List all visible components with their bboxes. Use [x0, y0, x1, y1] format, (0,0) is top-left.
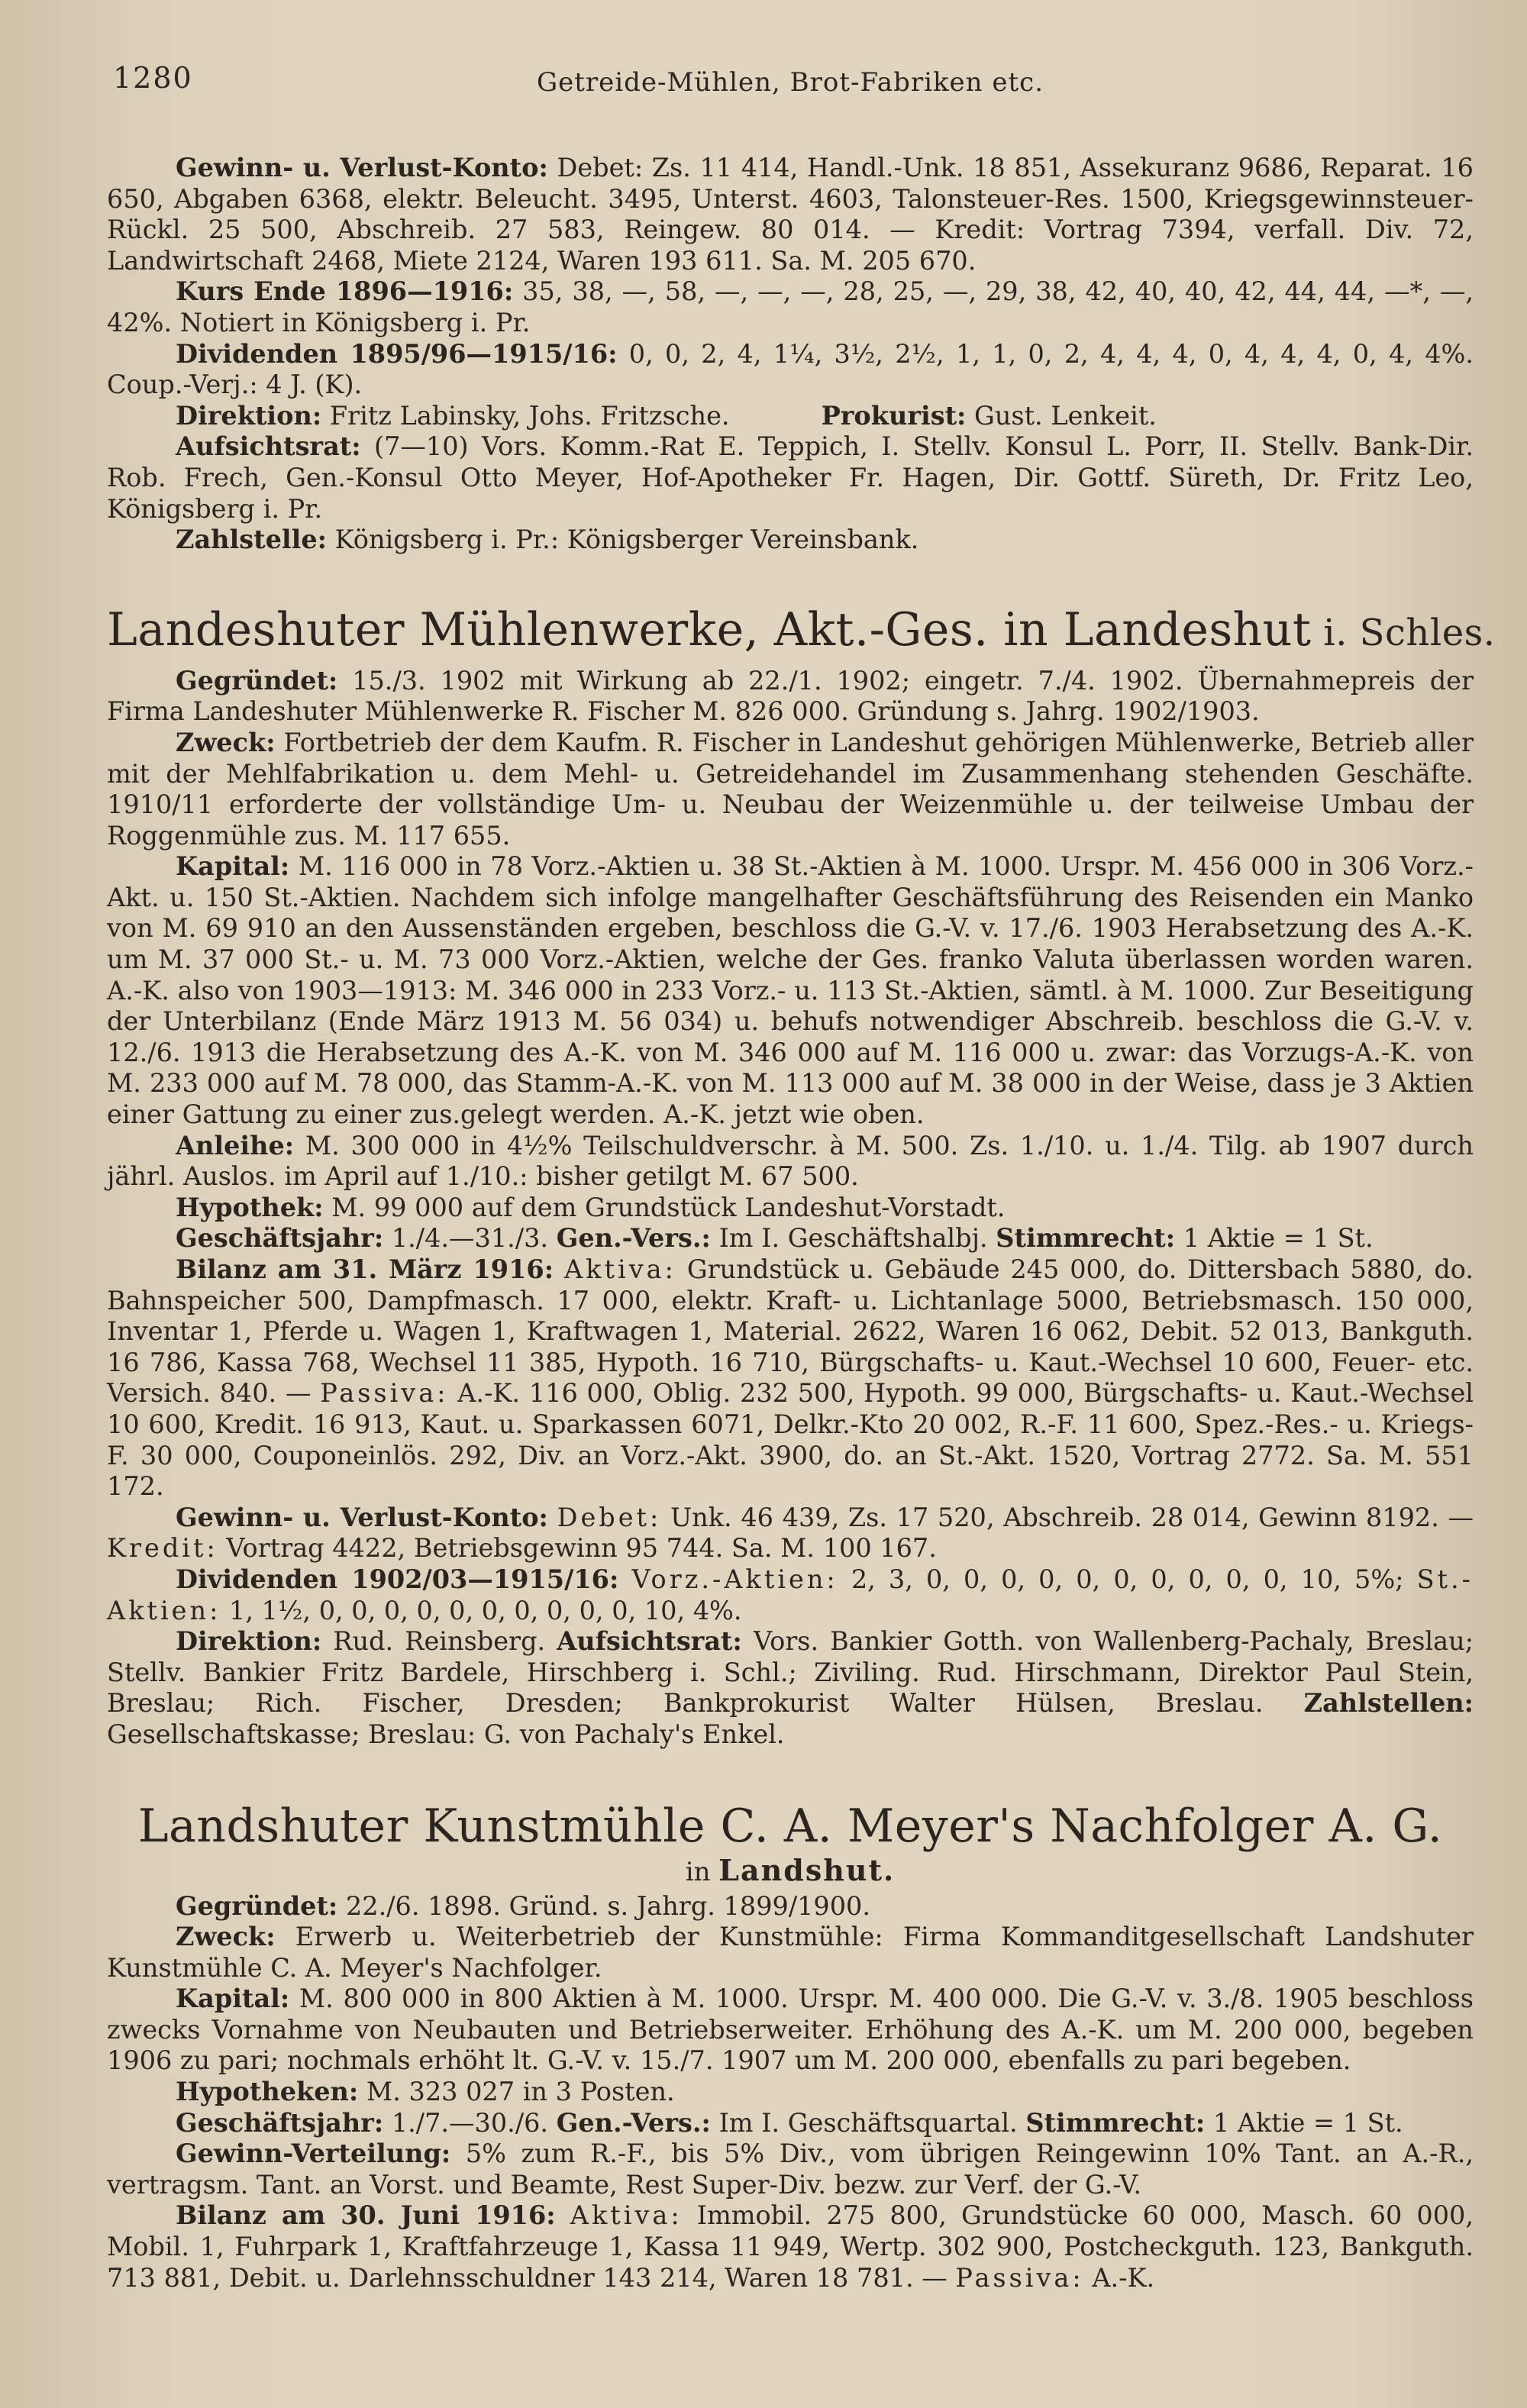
paying-agent-paragraph: Zahlstelle: Königsberg i. Pr.: Königsberger Vereinsbank.	[176, 525, 919, 555]
fiscal-year-paragraph: Geschäftsjahr: 1./4.—31./3. Gen.-Vers.: Im I. Geschäftshalbj. Stimmrecht: 1 Aktie = 1 St.	[176, 1223, 1374, 1254]
fiscal-year-paragraph: Geschäftsjahr: 1./7.—30./6. Gen.-Vers.: Im I. Geschäftsquartal. Stimmrecht: 1 Aktie = 1 St.	[176, 2107, 1403, 2138]
dividends-paragraph: Dividenden 1895/96—1915/16: 0, 0, 2, 4, 1¼, 3½, 2½, 1, 1, 0, 2, 4, 4, 4, 0, 4, 4, 4, 0, 4, 4%. Coup.-Verj.: 4 J. (K).	[107, 338, 1474, 400]
previous-company-continuation	[107, 153, 1474, 556]
bond-paragraph: Anleihe: M. 300 000 in 4½% Teilschuldverschr. à M. 500. Zs. 1./10. u. 1./4. Tilg. ab 1907 durch jährl. Auslos. im April auf 1./10.: bisher getilgt M. 67 500.	[107, 1130, 1474, 1192]
management-paragraph: Direktion: Rud. Reinsberg. Aufsichtsrat: Vors. Bankier Gotth. von Wallenberg-Pachaly, Breslau; Stellv. Bankier Fritz Bardele, Hirschberg i. Schl.; Ziviling. Rud. Hirschmann, Direktor Paul Stein, Breslau; Rich. Fischer, Dresden; Bankprokurist Walter Hülsen, Breslau. Zahlstellen: Gesellschaftskasse; Breslau: G. von Pachaly's Enkel.	[107, 1626, 1474, 1749]
supervisory-board-paragraph: Aufsichtsrat: (7—10) Vors. Komm.-Rat E. Teppich, I. Stellv. Konsul L. Porr, II. Stellv. Bank-Dir. Rob. Frech, Gen.-Konsul Otto Meyer, Hof-Apotheker Fr. Hagen, Dir. Gottf. Süreth, Dr. Fritz Leo, Königsberg i. Pr.	[107, 431, 1474, 524]
purpose-paragraph: Zweck: Erwerb u. Weiterbetrieb der Kunstmühle: Firma Kommanditgesellschaft Landshuter Kunstmühle C. A. Meyer's Nachfolger.	[107, 1922, 1474, 1983]
company-location: in Landshut.	[685, 1852, 896, 1887]
profit-loss-paragraph: Gewinn- u. Verlust-Konto: Debet: Zs. 11 414, Handl.-Unk. 18 851, Assekuranz 9686, Reparat. 16 650, Abgaben 6368, elektr. Beleucht. 3495, Unterst. 4603, Talonsteuer-Res. 1500, Kriegsgewinnsteuer-Rückl. 25 500, Abschreib. 27 583, Reingew. 80 014. — Kredit: Vortrag 7394, verfall. Div. 72, Landwirtschaft 2468, Miete 2124, Waren 193 611. Sa. M. 205 670.	[107, 153, 1474, 276]
company-heading: Landshuter Kunstmühle C. A. Meyer's Nachfolger A. G.	[137, 1799, 1443, 1853]
purpose-paragraph: Zweck: Fortbetrieb der dem Kaufm. R. Fischer in Landeshut gehörigen Mühlenwerke, Betrieb aller mit der Mehlfabrikation u. dem Mehl- u. Getreidehandel im Zusammenhang stehenden Geschäfte. 1910/11 erforderte der vollständige Um- u. Neubau der Weizenmühle u. der teilweise Umbau der Roggenmühle zus. M. 117 655.	[107, 727, 1474, 851]
company-heading: Landeshuter Mühlenwerke, Akt.-Ges. in Landeshut i. Schles.	[107, 602, 1496, 657]
profit-distribution-paragraph: Gewinn-Verteilung: 5% zum R.-F., bis 5% Div., vom übrigen Reingewinn 10% Tant. an A.-R., vertragsm. Tant. an Vorst. und Beamte, Rest Super-Div. bezw. zur Verf. der G.-V.	[107, 2138, 1474, 2200]
profit-loss-paragraph: Gewinn- u. Verlust-Konto: Debet: Unk. 46 439, Zs. 17 520, Abschreib. 28 014, Gewinn 8192. — Kredit: Vortrag 4422, Betriebsgewinn 95 744. Sa. M. 100 167.	[107, 1502, 1474, 1564]
running-header	[107, 61, 1474, 107]
balance-sheet-paragraph: Bilanz am 30. Juni 1916: Aktiva: Immobil. 275 800, Grundstücke 60 000, Masch. 60 000, Mobil. 1, Fuhrpark 1, Kraftfahrzeuge 1, Kassa 11 949, Wertp. 302 900, Postcheckguth. 123, Bankguth. 713 881, Debit. u. Darlehnsschuldner 143 214, Waren 18 781. — Passiva: A.-K.	[107, 2200, 1474, 2293]
page-number: 1280	[113, 61, 193, 95]
dividends-paragraph: Dividenden 1902/03—1915/16: Vorz.-Aktien: 2, 3, 0, 0, 0, 0, 0, 0, 0, 0, 0, 0, 10, 5%; St.-Aktien: 1, 1½, 0, 0, 0, 0, 0, 0, 0, 0, 0, 0, 10, 4%.	[107, 1564, 1474, 1625]
founded-paragraph: Gegründet: 22./6. 1898. Gründ. s. Jahrg. 1899/1900.	[176, 1890, 871, 1921]
capital-paragraph: Kapital: M. 116 000 in 78 Vorz.-Aktien u. 38 St.-Aktien à M. 1000. Urspr. M. 456 000 in 306 Vorz.-Akt. u. 150 St.-Aktien. Nachdem sich infolge mangelhafter Geschäftsführung des Reisenden ein Manko von M. 69 910 an den Aussenständen ergeben, beschloss die G.-V. v. 17./6. 1903 Herabsetzung des A.-K. um M. 37 000 St.- u. M. 73 000 Vorz.-Aktien, welche der Ges. franko Valuta überlassen worden waren. A.-K. also von 1903—1913: M. 346 000 in 233 Vorz.- u. 113 St.-Aktien, sämtl. à M. 1000. Zur Beseitigung der Unterbilanz (Ende März 1913 M. 56 034) u. behufs notwendiger Abschreib. beschloss die G.-V. v. 12./6. 1913 die Herabsetzung des A.-K. von M. 346 000 auf M. 116 000 u. zwar: das Vorzugs-A.-K. von M. 233 000 auf M. 78 000, das Stamm-A.-K. von M. 113 000 auf M. 38 000 in der Weise, dass je 3 Aktien einer Gattung zu einer zus.gelegt werden. A.-K. jetzt wie oben.	[107, 851, 1474, 1130]
running-title: Getreide-Mühlen, Brot-Fabriken etc.	[536, 67, 1044, 98]
balance-sheet-paragraph: Bilanz am 31. März 1916: Aktiva: Grundstück u. Gebäude 245 000, do. Dittersbach 5880, do. Bahnspeicher 500, Dampfmasch. 17 000, elektr. Kraft- u. Lichtanlage 5000, Betriebsmasch. 150 000, Inventar 1, Pferde u. Wagen 1, Kraftwagen 1, Material. 2622, Waren 16 062, Debit. 52 013, Bankguth. 16 786, Kassa 768, Wechsel 11 385, Hypoth. 16 710, Bürgschafts- u. Kaut.-Wechsel 10 600, Feuer- etc. Versich. 840. — Passiva: A.-K. 116 000, Oblig. 232 500, Hypoth. 99 000, Bürgschafts- u. Kaut.-Wechsel 10 600, Kredit. 16 913, Kaut. u. Sparkassen 6071, Delkr.-Kto 20 002, R.-F. 11 600, Spez.-Res.- u. Kriegs-F. 30 000, Couponeinlös. 292, Div. an Vorz.-Akt. 3900, do. an St.-Akt. 1520, Vortrag 2772. Sa. M. 551 172.	[107, 1254, 1474, 1502]
share-price-paragraph: Kurs Ende 1896—1916: 35, 38, —, 58, —, —, —, 28, 25, —, 29, 38, 42, 40, 40, 42, 44, 44, —*, —, 42%. Notiert in Königsberg i. Pr.	[107, 276, 1474, 337]
company-entry-landshuter-kunstmuehle	[107, 1798, 1474, 2294]
company-entry-landeshuter-muehlenwerke	[107, 602, 1496, 1751]
mortgages-paragraph: Hypotheken: M. 323 027 in 3 Posten.	[176, 2077, 675, 2107]
mortgage-paragraph: Hypothek: M. 99 000 auf dem Grundstück Landeshut-Vorstadt.	[176, 1192, 1006, 1222]
management-paragraph: Direktion: Fritz Labinsky, Johs. Fritzsche. Prokurist: Gust. Lenkeit.	[176, 400, 1157, 431]
founded-paragraph: Gegründet: 15./3. 1902 mit Wirkung ab 22./1. 1902; eingetr. 7./4. 1902. Übernahmepreis der Firma Landeshuter Mühlenwerke R. Fischer M. 826 000. Gründung s. Jahrg. 1902/1903.	[107, 665, 1474, 727]
capital-paragraph: Kapital: M. 800 000 in 800 Aktien à M. 1000. Urspr. M. 400 000. Die G.-V. v. 3./8. 1905 beschloss zwecks Vornahme von Neubauten und Betriebserweiter. Erhöhung des A.-K. um M. 200 000, begeben 1906 zu pari; nochmals erhöht lt. G.-V. v. 15./7. 1907 um M. 200 000, ebenfalls zu pari begeben.	[107, 1984, 1474, 2076]
